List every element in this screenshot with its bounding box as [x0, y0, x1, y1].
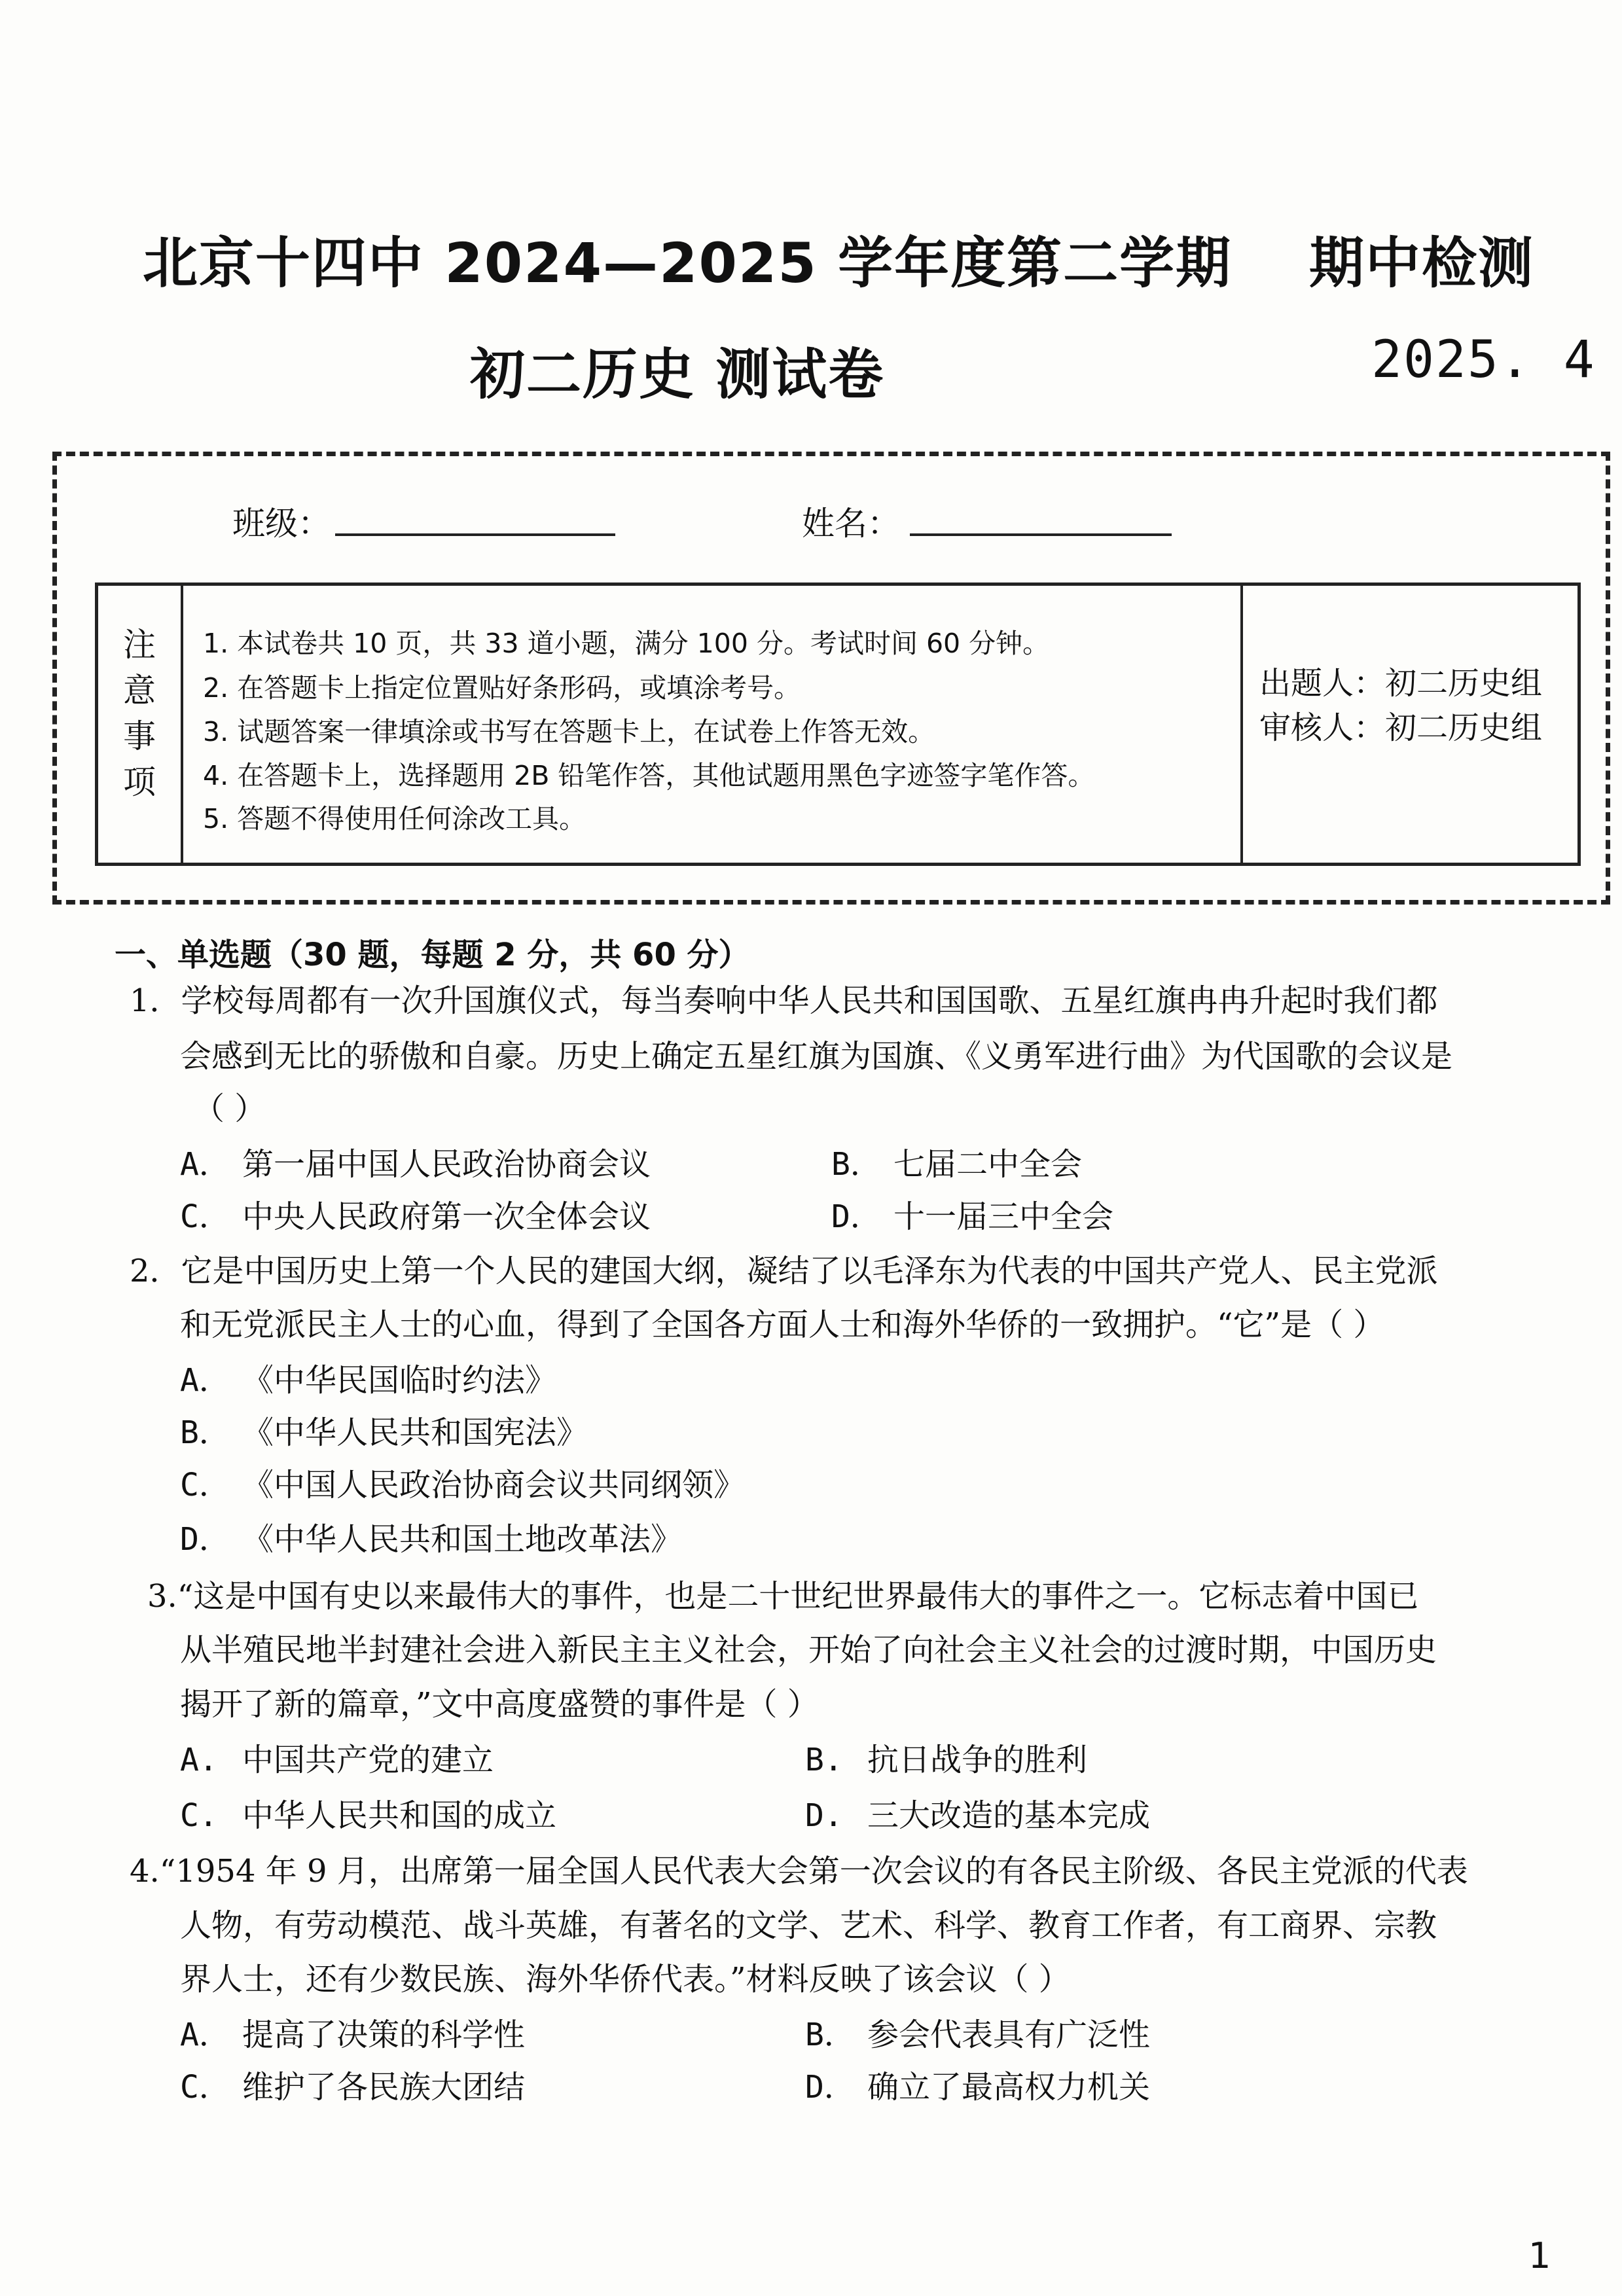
exam-type: 期中检测 [1309, 231, 1535, 295]
notes-authors [1240, 586, 1577, 863]
option-letter: D． [805, 2069, 856, 2106]
setter-text: 出题人：初二历史组 [1259, 665, 1543, 702]
option-text: 《中国人民政治协商会议共同纲领》 [242, 1467, 746, 1503]
reviewer-text: 审核人：初二历史组 [1259, 709, 1543, 746]
option-d [180, 1521, 683, 1558]
exam-date: 2025. 4 [1371, 331, 1596, 389]
option-letter: B． [805, 2017, 856, 2053]
option-text: 三大改造的基本完成 [867, 1797, 1151, 1834]
option-letter: B． [180, 1414, 230, 1451]
exam-subtitle: 初二历史 测试卷 [470, 342, 885, 406]
question-line: 和无党派民主人士的心血，得到了全国各方面人士和海外华侨的一致拥护。“它”是（ ） [180, 1306, 1385, 1343]
class-label: 班级： [232, 505, 331, 543]
question-line: 1．学校每周都有一次升国旗仪式，每当奏响中华人民共和国国歌、五星红旗冉冉升起时我们都 [130, 982, 1438, 1019]
option-text: 《中华人民共和国宪法》 [242, 1414, 588, 1451]
note-item-5: 5. 答题不得使用任何涂改工具。 [203, 803, 586, 834]
question-line: 会感到无比的骄傲和自豪。历史上确定五星红旗为国旗、《义勇军进行曲》为代国歌的会议是 [180, 1038, 1453, 1075]
page-number: 1 [1528, 2235, 1551, 2276]
option-text: 十一届三中全会 [893, 1198, 1114, 1235]
option-text: 《中华民国临时约法》 [242, 1362, 557, 1399]
option-a [180, 2019, 525, 2051]
option-letter: C． [180, 1198, 230, 1235]
option-text: 中国共产党的建立 [242, 1742, 494, 1778]
option-text: 抗日战争的胜利 [867, 1742, 1088, 1778]
question-line: 2．它是中国历史上第一个人民的建国大纲，凝结了以毛泽东为代表的中国共产党人、民主党派 [130, 1253, 1438, 1289]
option-letter: C． [180, 2069, 230, 2106]
answer-blank: （ ） [193, 1090, 266, 1127]
question-line: 人物，有劳动模范、战斗英雄，有著名的文学、艺术、科学、教育工作者，有工商界、宗教 [180, 1907, 1437, 1944]
option-d [831, 1198, 1114, 1235]
option-text: 提高了决策的科学性 [242, 2017, 526, 2053]
option-text: 第一届中国人民政治协商会议 [242, 1146, 651, 1183]
option-letter: D． [180, 1521, 230, 1558]
option-d [805, 1797, 1151, 1834]
option-text: 七届二中全会 [893, 1146, 1083, 1183]
option-letter: A． [180, 1146, 230, 1183]
option-c [180, 1797, 557, 1834]
option-b [180, 1414, 588, 1451]
option-a [180, 1744, 494, 1776]
note-item-1: 1. 本试卷共 10 页，共 33 道小题，满分 100 分。考试时间 60 分钟。 [203, 628, 1050, 659]
notes-heading-char: 事 [123, 717, 156, 755]
option-a [180, 1362, 557, 1399]
option-letter: B． [831, 1146, 882, 1183]
option-a [180, 1146, 651, 1183]
option-letter: A． [180, 2017, 230, 2053]
notes-heading-char: 意 [123, 672, 156, 709]
option-text: 参会代表具有广泛性 [867, 2017, 1151, 2053]
option-b [831, 1146, 1083, 1183]
note-item-4: 4. 在答题卡上，选择题用 2B 铅笔作答，其他试题用黑色字迹签字笔作答。 [203, 760, 1095, 791]
exam-title: 北京十四中 2024—2025 学年度第二学期 [143, 231, 1233, 295]
notes-table [95, 583, 1581, 866]
question-line: 揭开了新的篇章，”文中高度盛赞的事件是（ ） [180, 1686, 819, 1723]
option-c [180, 2069, 526, 2106]
section-title: 一、单选题（30 题，每题 2 分，共 60 分） [115, 937, 750, 973]
option-letter: C. [180, 1797, 218, 1834]
option-c [180, 1469, 745, 1501]
option-letter: D. [805, 1797, 843, 1834]
option-b [805, 2019, 1150, 2051]
notes-heading [98, 586, 183, 863]
notes-heading-char: 注 [123, 626, 156, 664]
option-letter: C． [180, 1467, 230, 1503]
option-c [180, 1198, 651, 1235]
option-text: 确立了最高权力机关 [867, 2069, 1151, 2106]
option-text: 中央人民政府第一次全体会议 [242, 1198, 651, 1235]
class-input-line[interactable] [335, 533, 615, 536]
notes-heading-char: 项 [123, 763, 156, 801]
name-input-line[interactable] [910, 533, 1172, 536]
note-item-3: 3. 试题答案一律填涂或书写在答题卡上，在试卷上作答无效。 [203, 716, 935, 747]
option-d [805, 2069, 1151, 2106]
option-b [805, 1744, 1087, 1776]
option-text: 《中华人民共和国土地改革法》 [242, 1521, 683, 1558]
option-letter: A． [180, 1362, 230, 1399]
note-item-2: 2. 在答题卡上指定位置贴好条形码，或填涂考号。 [203, 672, 801, 704]
option-text: 中华人民共和国的成立 [242, 1797, 557, 1834]
question-line: 从半殖民地半封建社会进入新民主主义社会，开始了向社会主义社会的过渡时期，中国历史 [180, 1632, 1437, 1668]
question-line: 3.“这是中国有史以来最伟大的事件，也是二十世纪世界最伟大的事件之一。它标志着中国已 [147, 1578, 1419, 1615]
question-line: 4.“1954 年 9 月，出席第一届全国人民代表大会第一次会议的有各民主阶级、各民主党派的代表 [130, 1853, 1468, 1890]
option-letter: B. [805, 1742, 843, 1778]
option-letter: A. [180, 1742, 218, 1778]
name-label: 姓名： [802, 505, 900, 543]
option-letter: D． [831, 1198, 882, 1235]
option-text: 维护了各民族大团结 [242, 2069, 526, 2106]
question-line: 界人士，还有少数民族、海外华侨代表。”材料反映了该会议（ ） [180, 1961, 1070, 1998]
